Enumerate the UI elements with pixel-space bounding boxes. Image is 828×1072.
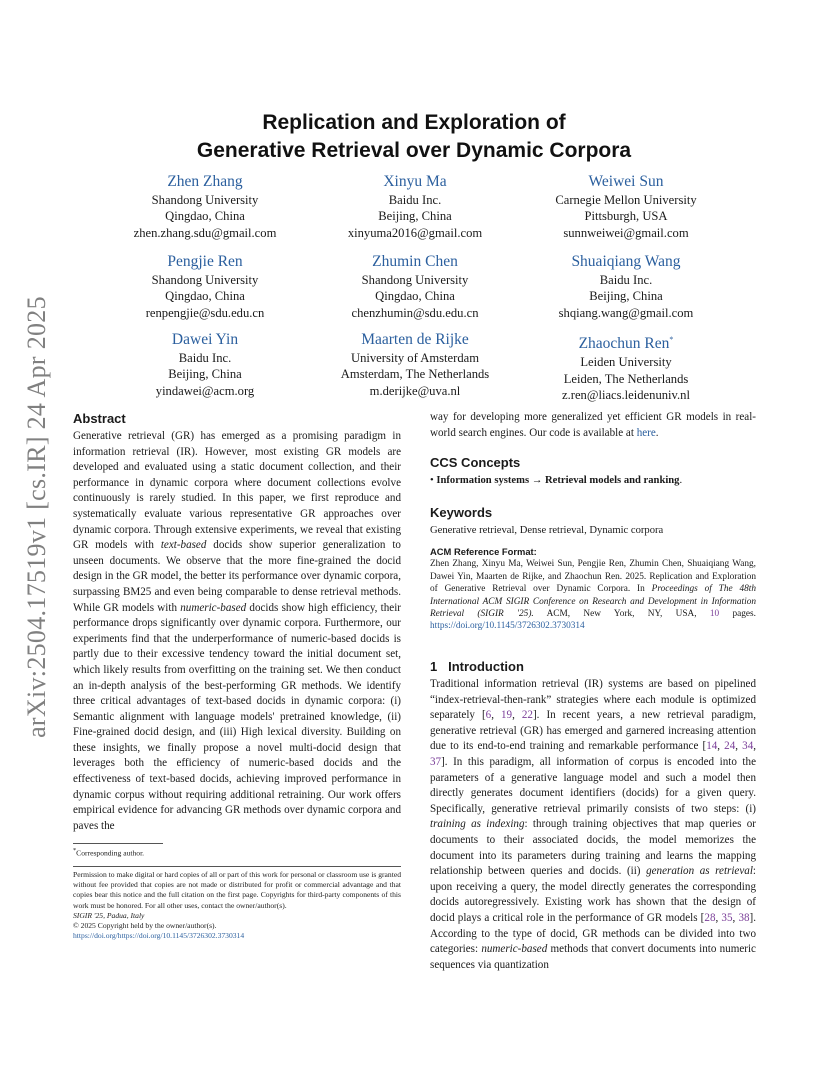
- author-card: [300, 330, 530, 399]
- abstract-text: .: [655, 426, 659, 439]
- footnote: [73, 846, 401, 859]
- author-card: [300, 172, 530, 241]
- acm-reference: [430, 546, 756, 633]
- author-email: m.derijke@uva.nl: [369, 383, 461, 398]
- intro-body: Traditional information retrieval (IR) systems are based on pipelined “index-retrieval-then-rank” strategies where each module is optimized separately [6, 19, 22]. In recent years, a new retrieval paradigm, generative retrieval (GR) has emerged and garnered increasing attention due to its end-to-end training and remarkable performance [14, 24, 34, 37]. In this paradigm, all information of corpus is encoded into the parameters of a generative language model and such a model then directly generates document identifiers (docids) for a given query. Specifically, generative retrieval primarily consists of two steps: (i) training as indexing: through training objectives that map queries or documents to their associated docids, the model memorizes the document into its parameters during training and learns the mapping relationship between queries and docids. (ii) generation as retrieval: upon receiving a query, the model directly generates the corresponding docids autoregressively. Existing work has shown that the design of docid plays a critical role in the performance of GR models [28, 35, 38]. According to the type of docid, GR methods can be divided into two categories: numeric-based methods that convert documents into numeric sequences via quantization: [430, 678, 757, 971]
- author-card: [511, 172, 741, 241]
- author-location: Beijing, China: [589, 289, 663, 304]
- ccs-item: Retrieval models and ranking: [544, 475, 680, 486]
- conference-venue: SIGIR '25, Padua, Italy: [73, 910, 145, 920]
- intro-text: ]. According to the type of docid, GR methods can be divided into two categories:: [430, 911, 757, 956]
- acm-ref-heading: ACM Reference Format:: [430, 546, 537, 557]
- intro-emphasis: numeric-based: [481, 943, 548, 956]
- acm-ref-venue: Proceedings of The 48th International ACM SIGIR Conference on Research and Development in Information Retrieval (SIGIR '25).: [430, 584, 757, 620]
- author-affiliation: Shandong University: [151, 273, 259, 287]
- citation[interactable]: 14: [706, 740, 718, 753]
- acm-ref-body: [430, 558, 756, 632]
- abstract-continued: [430, 410, 756, 441]
- author-location: Pittsburgh, USA: [584, 209, 668, 224]
- left-column: [73, 410, 401, 834]
- keywords-section: [430, 504, 756, 539]
- section-title: Introduction: [448, 659, 524, 674]
- author-card: [90, 330, 320, 399]
- author-card: [90, 252, 320, 321]
- author-affiliation: Carnegie Mellon University: [555, 193, 697, 207]
- permission-text: Permission to make digital or hard copies of all or part of this work for personal or classroom use is granted without fee provided that copies are not made or distributed for profit or commercial advantage and that copies bear this notice and the full citation on the first page. Copyrights for third-party components of this work must be honored. For all other uses, contact the owner/author(s).: [73, 870, 401, 910]
- intro-text: Traditional information retrieval (IR) systems are based on pipelined “index-retrieval-then-rank” strategies where each module is optimized separately [: [430, 678, 756, 722]
- intro-text: ]. In recent years, a new retrieval paradigm, generative retrieval (GR) has emerged and garnered increasing attention due to its end-to-end training and remarkable performance [: [430, 709, 757, 753]
- intro-emphasis: generation as retrieval: [646, 865, 753, 878]
- author-affiliation: Baidu Inc.: [599, 273, 653, 287]
- citation[interactable]: 34: [742, 740, 754, 753]
- corresponding-mark: *: [669, 335, 674, 344]
- author-name[interactable]: [511, 330, 741, 354]
- author-card: [300, 252, 530, 321]
- author-affiliation: Leiden University: [580, 355, 672, 370]
- intro-heading: [430, 658, 756, 675]
- author-location: Leiden, The Netherlands: [563, 371, 689, 386]
- author-location: Qingdao, China: [165, 209, 245, 224]
- intro-text: : upon receiving a query, the model directly generates the corresponding docids autoregressively. Existing work has shown that the design of docid plays a critical role in the performance of GR models [: [430, 865, 756, 924]
- paper-title: [0, 109, 828, 165]
- footnote-divider: [73, 843, 163, 844]
- intro-emphasis: training as indexing: [430, 818, 525, 831]
- arrow: →: [531, 475, 543, 486]
- code-link[interactable]: here: [636, 426, 656, 439]
- author-affiliation: Baidu Inc.: [388, 193, 442, 207]
- keywords-heading: Keywords: [430, 505, 493, 520]
- author-email: renpengjie@sdu.edu.cn: [145, 305, 265, 320]
- author-location: Qingdao, China: [165, 289, 245, 304]
- author-name[interactable]: Zhumin Chen: [372, 253, 458, 270]
- introduction-section: [430, 658, 756, 973]
- footnote-text: Corresponding author.: [76, 848, 145, 858]
- ccs-concepts: [430, 473, 756, 489]
- author-email: chenzhumin@sdu.edu.cn: [351, 305, 479, 320]
- author-name[interactable]: Weiwei Sun: [588, 173, 664, 190]
- page-count[interactable]: 10: [709, 609, 720, 620]
- citation[interactable]: 35: [721, 911, 733, 924]
- author-card: [90, 172, 320, 241]
- author-affiliation: Baidu Inc.: [178, 351, 232, 365]
- author-email: shqiang.wang@gmail.com: [558, 305, 694, 320]
- intro-text: methods that convert documents into numeric sequences via quantization: [430, 943, 756, 971]
- author-email: sunnweiwei@gmail.com: [563, 225, 689, 240]
- author-name[interactable]: Xinyu Ma: [383, 173, 447, 190]
- author-email: yindawei@acm.org: [155, 383, 255, 398]
- title-line-1: Replication and Exploration of: [262, 111, 566, 134]
- citation[interactable]: 19: [501, 709, 513, 722]
- acm-ref-text: Zhen Zhang, Xinyu Ma, Weiwei Sun, Pengjie Ren, Zhumin Chen, Shuaiqiang Wang, Dawei Yin, Maarten de Rijke, and Zhaochun Ren. 2025. Replication and Exploration of Generative Retrieval over Dynamic Corpora. In: [430, 559, 756, 595]
- section-number: 1: [430, 659, 438, 674]
- author-name[interactable]: Shuaiqiang Wang: [571, 253, 681, 270]
- author-email: z.ren@liacs.leidenuniv.nl: [562, 387, 690, 402]
- author-name[interactable]: Pengjie Ren: [167, 253, 243, 270]
- doi-link[interactable]: https://doi.org/10.1145/3726302.3730314: [430, 621, 585, 632]
- ccs-section: [430, 454, 756, 489]
- author-affiliation: Shandong University: [361, 273, 469, 287]
- ccs-item: Information systems: [436, 475, 530, 486]
- author-location: Beijing, China: [378, 209, 452, 224]
- abstract-text: way for developing more generalized yet efficient GR models in real-world search engines. Our code is available at: [430, 411, 756, 439]
- abstract-body: [73, 429, 401, 834]
- intro-text: : through training objectives that map queries or documents to their associated docids, the model memorizes the document into its parameters during training and learns the mapping relationship between queries and docids. (ii): [430, 818, 756, 878]
- author-location: Qingdao, China: [375, 289, 455, 304]
- acm-ref-text: ACM, New York, NY, USA,: [533, 609, 710, 620]
- citation[interactable]: 22: [521, 709, 533, 722]
- permission-divider: [73, 866, 401, 867]
- citation[interactable]: 37: [430, 755, 442, 768]
- abstract-text: docids show superior generalization to unseen documents. We observe that the more fine-grained the docid design in the GR model, the better its performance over dynamic corpora, surpassing BM25 and even being comparable to dense retrieval methods. While GR models with: [73, 539, 401, 614]
- author-name[interactable]: Dawei Yin: [171, 331, 239, 348]
- title-line-2: Generative Retrieval over Dynamic Corpora: [196, 139, 632, 162]
- abstract-emphasis: numeric-based: [180, 601, 247, 614]
- ccs-heading: CCS Concepts: [430, 455, 521, 470]
- keywords-text: Generative retrieval, Dense retrieval, Dynamic corpora: [430, 525, 664, 536]
- permission-block: [73, 870, 401, 941]
- citation[interactable]: 38: [738, 911, 750, 924]
- citation[interactable]: 24: [724, 740, 736, 753]
- author-name[interactable]: Maarten de Rijke: [361, 331, 469, 348]
- author-name[interactable]: Zhen Zhang: [167, 173, 243, 190]
- author-card: [511, 330, 741, 403]
- author-name-text: Zhaochun Ren: [578, 335, 670, 353]
- doi-link[interactable]: https://doi.org/https://doi.org/10.1145/3726302.3730314: [73, 931, 245, 941]
- copyright-line: © 2025 Copyright held by the owner/author(s).: [73, 921, 217, 931]
- author-email: xinyuma2016@gmail.com: [347, 225, 483, 240]
- abstract-heading: Abstract: [73, 411, 126, 426]
- author-location: Amsterdam, The Netherlands: [340, 367, 490, 382]
- citation[interactable]: 6: [485, 709, 492, 722]
- author-affiliation: Shandong University: [151, 193, 259, 207]
- author-location: Beijing, China: [168, 367, 242, 382]
- bullet: •: [430, 475, 434, 486]
- arxiv-stamp: arXiv:2504.17519v1 [cs.IR] 24 Apr 2025: [22, 296, 51, 738]
- author-affiliation: University of Amsterdam: [350, 351, 479, 365]
- footnote-mark: *: [73, 847, 77, 854]
- acm-ref-text: pages.: [719, 609, 757, 620]
- author-card: [511, 252, 741, 321]
- author-email: zhen.zhang.sdu@gmail.com: [133, 225, 277, 240]
- abstract-emphasis: text-based: [160, 539, 207, 552]
- abstract-text: docids show high efficiency, their performance drops significantly over dynamic corpora. Furthermore, our experiments find that the underperformance of numeric-based docids is partly due to their excessive tendency toward the initial document set, which likely results from overfitting on the training set. We then conduct an in-depth analysis of the best-performing GR methods. We identify three critical advantages of text-based docids in dynamic corpora: (i) Semantic alignment with language models' pretrained knowledge, (ii) Fine-grained docid design, and (iii) High lexical diversity. Building on these insights, we finally propose a novel multi-docid design that leverages both the efficiency of numeric-based docids and the effectiveness of text-based docids, achieving improved performance in dynamic corpus without requiring additional retraining. Our work offers empirical evidence for advancing GR methods over dynamic corpora and paves the: [73, 601, 401, 832]
- abstract-text: Generative retrieval (GR) has emerged as a promising paradigm in information retrieval (IR). However, most existing GR models are developed and evaluated using a static document collection, and their performance in dynamic corpora where document collections evolve continuously is rarely studied. In this paper, we first reproduce and systematically evaluate various representative GR approaches over dynamic corpora. Through extensive experiments, we reveal that existing GR models with: [73, 430, 401, 552]
- ccs-end: .: [679, 475, 683, 486]
- citation[interactable]: 28: [704, 911, 716, 924]
- intro-text: ]. In this paradigm, all information of corpus is encoded into the parameters of a generative language model and such a model then directly generates document identifiers (docids) for a given query. Specifically, generative retrieval primarily consists of two steps: (i): [430, 755, 756, 815]
